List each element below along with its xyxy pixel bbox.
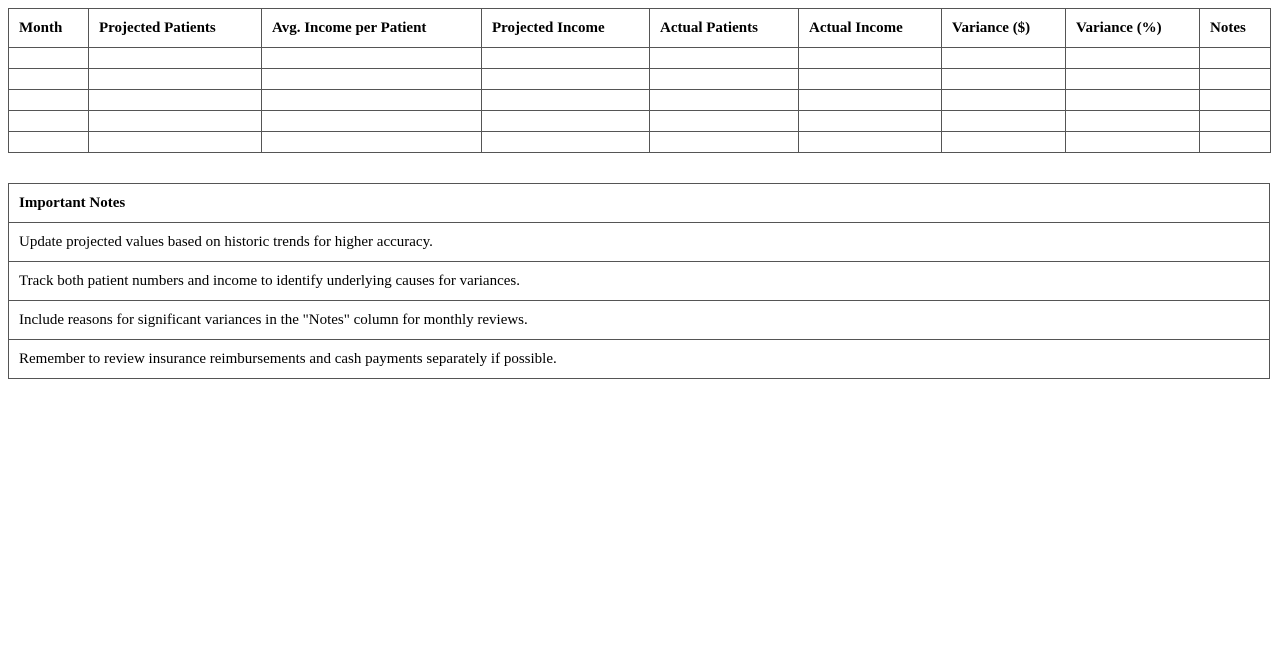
table-cell[interactable] [89,111,262,132]
table-cell[interactable] [262,48,482,69]
table-cell[interactable] [89,69,262,90]
table-cell[interactable] [650,48,799,69]
note-row [9,223,1270,262]
table-row [9,90,1271,111]
table-cell[interactable] [1066,132,1200,153]
table-cell[interactable] [9,48,89,69]
table-cell[interactable] [942,69,1066,90]
note-item: Update projected values based on historic trends for higher accuracy. [9,223,1270,262]
table-cell[interactable] [89,90,262,111]
note-item: Remember to review insurance reimbursements and cash payments separately if possible. [9,340,1270,379]
table-cell[interactable] [942,132,1066,153]
table-cell[interactable] [89,132,262,153]
table-row [9,111,1271,132]
note-row [9,262,1270,301]
table-cell[interactable] [1200,90,1271,111]
table-cell[interactable] [9,90,89,111]
table-cell[interactable] [482,132,650,153]
note-item: Include reasons for significant variances in the "Notes" column for monthly reviews. [9,301,1270,340]
table-cell[interactable] [262,132,482,153]
header-row [9,9,1271,48]
table-cell[interactable] [1066,48,1200,69]
table-cell[interactable] [1066,69,1200,90]
column-header-avg-income-per-patient: Avg. Income per Patient [262,9,482,48]
table-cell[interactable] [942,111,1066,132]
table-cell[interactable] [262,90,482,111]
table-cell[interactable] [482,90,650,111]
table-cell[interactable] [1200,132,1271,153]
column-header-projected-patients: Projected Patients [89,9,262,48]
table-cell[interactable] [1200,48,1271,69]
table-cell[interactable] [799,90,942,111]
table-cell[interactable] [799,132,942,153]
table-cell[interactable] [482,111,650,132]
table-cell[interactable] [9,132,89,153]
table-cell[interactable] [1200,69,1271,90]
table-cell[interactable] [1200,111,1271,132]
table-cell[interactable] [650,132,799,153]
table-cell[interactable] [9,111,89,132]
note-item: Track both patient numbers and income to identify underlying causes for variances. [9,262,1270,301]
column-header-notes: Notes [1200,9,1271,48]
table-cell[interactable] [650,90,799,111]
table-cell[interactable] [262,111,482,132]
table-row [9,132,1271,153]
important-notes-table [8,183,1270,379]
table-cell[interactable] [1066,111,1200,132]
table-cell[interactable] [650,111,799,132]
table-cell[interactable] [9,69,89,90]
table-cell[interactable] [799,48,942,69]
table-cell[interactable] [942,90,1066,111]
notes-header-row [9,184,1270,223]
note-row [9,340,1270,379]
income-tracker-table [8,8,1271,153]
column-header-actual-patients: Actual Patients [650,9,799,48]
table-cell[interactable] [942,48,1066,69]
note-row [9,301,1270,340]
notes-heading: Important Notes [9,184,1270,223]
column-header-actual-income: Actual Income [799,9,942,48]
column-header-projected-income: Projected Income [482,9,650,48]
column-header-month: Month [9,9,89,48]
table-cell[interactable] [482,48,650,69]
table-cell[interactable] [89,48,262,69]
table-cell[interactable] [650,69,799,90]
table-cell[interactable] [262,69,482,90]
column-header-variance-percent: Variance (%) [1066,9,1200,48]
table-cell[interactable] [1066,90,1200,111]
table-row [9,69,1271,90]
table-cell[interactable] [799,69,942,90]
table-row [9,48,1271,69]
column-header-variance-dollars: Variance ($) [942,9,1066,48]
table-cell[interactable] [482,69,650,90]
table-cell[interactable] [799,111,942,132]
